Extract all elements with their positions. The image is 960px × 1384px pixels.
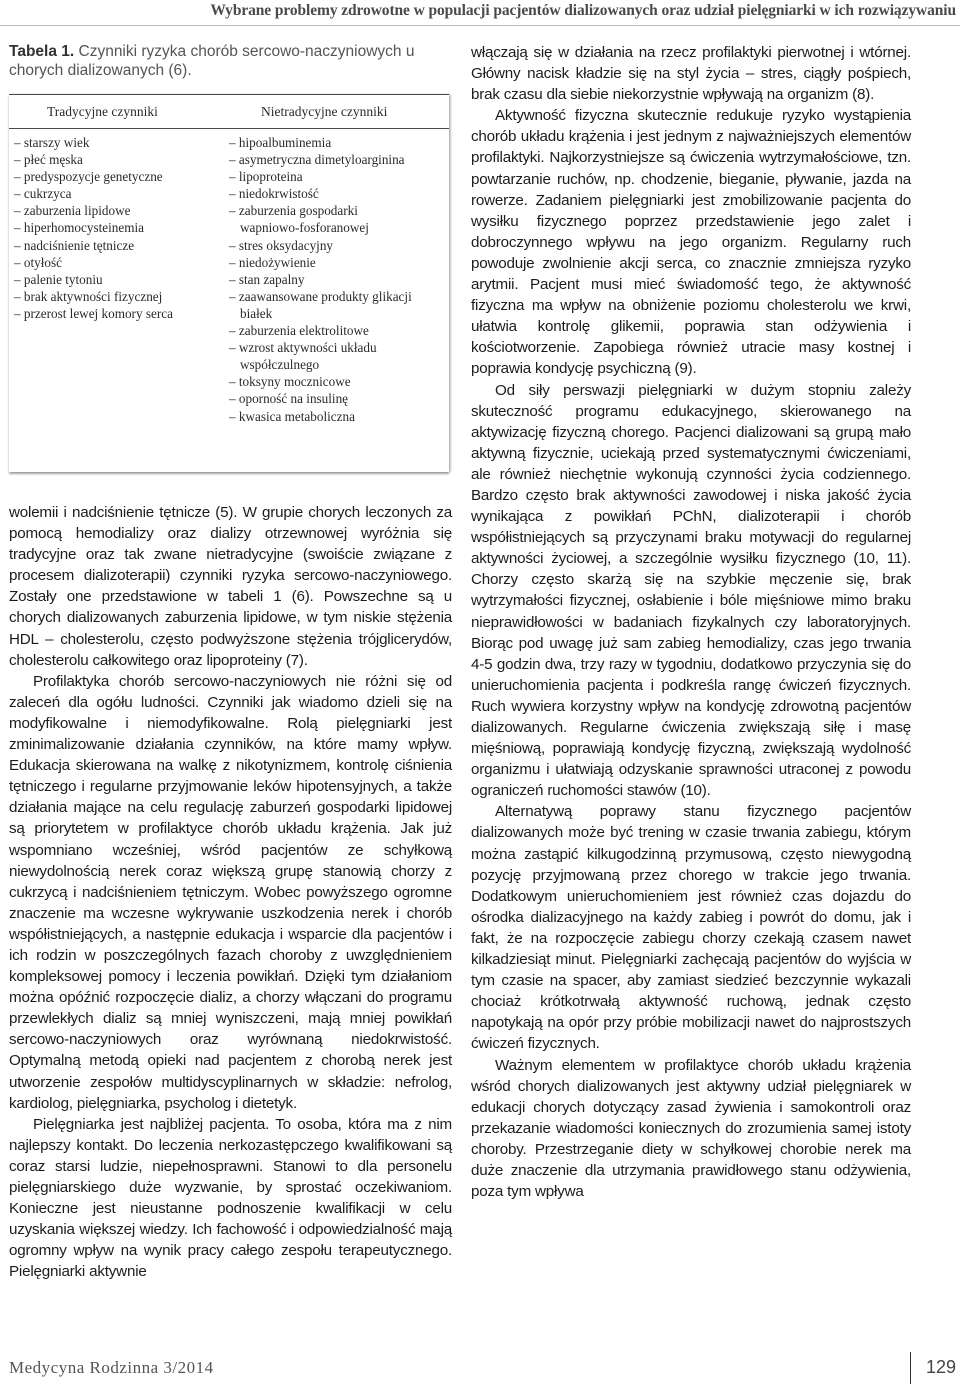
traditional-factors-list <box>9 134 223 425</box>
table-header-row <box>9 95 449 129</box>
traditional-factor: – otyłość <box>14 254 62 270</box>
table-caption-text: Czynniki ryzyka chorób sercowo-naczyniowych u chorych dializowanych (6). <box>9 43 415 79</box>
paragraph: Alternatywą poprawy stanu fizycznego pacjentów dializowanych może być trening w czasie trwania zabiegu, którym można zastąpić kilkugodzinną przymusową, często niewygodną pozycję przyjmowaną przez chorego w trakcie jego trwania. Dodatkowym unieruchomieniem jest również czas dojazdu do ośrodka dializacyjnego na każdy zabieg i powrót do domu, jak i fakt, że na rozpoczęcie zabiegu chorzy czekają czasem nawet kilkadziesiąt minut. Pielęgniarki zachęcają pacjentów do wyjścia w tym czasie na spacer, aby zamiast siedzieć bezczynnie wykazali chociaż krótkotrwałą aktywność ruchową, jednak często napotykają na opór przy próbie mobilizacji nawet do najprostszych ćwiczeń fizycznych. <box>471 803 911 1053</box>
nontraditional-factor: – asymetryczna dimetyloarginina <box>229 152 405 168</box>
traditional-factor: – palenie tytoniu <box>14 271 103 287</box>
nontraditional-factors-list <box>223 134 412 425</box>
nontraditional-factor-continuation: współczulnego <box>240 357 320 373</box>
table-caption <box>9 42 452 80</box>
footer-journal-name: Medycyna Rodzinna 3/2014 <box>9 1358 214 1377</box>
table-header-traditional: Tradycyjne czynniki <box>47 104 158 119</box>
traditional-factor: – nadciśnienie tętnicze <box>14 237 135 253</box>
paragraph: Profilaktyka chorób sercowo-naczyniowych nie różni się od zaleceń dla ogółu ludności. Czynniki jak wiadomo dzieli się na modyfikowalne i niemodyfikowalne. Rolą pielęgniarki jest zminimalizowanie działania czynników, na które mamy wpływ. Edukacja skierowana na walkę z nikotynizmem, kontrolę ciśnienia tętniczego i regularne przyjmowanie leków hipotensyjnych, a także działania mające na celu regulację zaburzeń gospodarki lipidowej są priorytetem w profilaktyce chorób układu krążenia. Jak już wspomniano wcześniej, wśród pacjentów ze schyłkową niewydolnością nerek coraz większą grupę stanowią chorzy z cukrzycą i nadciśnieniem tętniczym. Wobec powyższego ogromne znaczenie ma wczesne wykrywanie uszkodzenia nerek i chorób współistniejących, a następnie edukacja i wsparcie dla pacjentów i ich rodzin w poszczególnych fazach choroby z uwzględnieniem kompleksowej pomocy i leczenia powikłań. Dzięki tym działaniom można opóźnić rozpoczęcie dializ, a chorzy włączani do programu przewlekłych dializ są mniej wyniszczeni, mają mniej powikłań sercowo-naczyniowych oraz wyrównaną niedokrwistość. Optymalną metodą opieki nad pacjentem z chorobą nerek jest utworzenie zespołów multidyscyplinarnych w składzie: nefrolog, kardiolog, pielęgniarka, psycholog i dietetyk. <box>9 672 452 1112</box>
right-column <box>471 42 911 1202</box>
traditional-factor: – cukrzyca <box>14 186 72 202</box>
nontraditional-factor: – zaburzenia elektrolitowe <box>229 323 369 339</box>
table-header-nontraditional: Nietradycyjne czynniki <box>261 104 388 119</box>
footer-divider <box>910 1352 911 1384</box>
table-caption-label: Tabela 1. <box>9 43 75 60</box>
nontraditional-factor: – stan zapalny <box>229 271 305 287</box>
nontraditional-factor: – zaawansowane produkty glikacji <box>229 288 412 304</box>
nontraditional-factor: – wzrost aktywności układu <box>229 340 377 356</box>
running-head: Wybrane problemy zdrowotne w populacji pacjentów dializowanych oraz udział pielęgniarki w ich rozwiązywaniu <box>0 0 960 26</box>
paragraph: Ważnym elementem w profilaktyce chorób układu krążenia wśród chorych dializowanych jest aktywny udział pielęgniarek w edukacji chorych dotyczący zasad żywienia i samokontroli oraz przekazanie wiadomości koniecznych do zrozumienia samej istoty choroby. Przestrzeganie diety w schyłkowej chorobie nerek ma duże znaczenie dla utrzymania prawidłowego stanu odżywienia, poza tym wpływa <box>471 1056 911 1201</box>
traditional-factor: – predyspozycje genetyczne <box>14 169 163 185</box>
nontraditional-factor: – toksyny mocznicowe <box>229 374 351 390</box>
paragraph: Od siły perswazji pielęgniarki w dużym stopniu zależy skuteczność programu edukacyjnego, skierowanego na aktywizację fizyczną chorego. Pacjenci dializowani są grupą mało aktywną fizycznie, uciekają przed systematycznymi ćwiczeniami, ale również niechętnie wykonują czynności życia codziennego. Bardzo często brak aktywności zawodowej i niska jakość życia wynikająca z powikłań PChN, dializoterapii i chorób współistniejących są przyczynami braku motywacji do regularnej aktywności życiowej, a szczególnie wysiłku fizycznego (10, 11). Chorzy często skarżą się na szybkie męczenie się, brak wytrzymałości fizycznej, osłabienie i bóle mięśniowe mimo braku nieprawidłowości w badaniach fizykalnych czy laboratoryjnych. Biorąc pod uwagę już sam zabieg hemodializy, czas jego trwania 4-5 godzin dwa, trzy razy w tygodniu, dodatkowo przyczynia się do unieruchomienia pacjenta i podkreśla rangę ćwiczeń fizycznych. Ruch wywiera korzystny wpływ na kondycję zdrowotną pacjentów dializowanych. Regularne ćwiczenia zwiększają siłę i masę mięśniową, poprawiają kondycję fizyczną, zwiększają wydolność organizmu i ułatwiają odzyskanie sprawności utraconej z powodu ograniczeń ruchomości stawów (10). <box>471 381 911 800</box>
paragraph: Pielęgniarka jest najbliżej pacjenta. To osoba, która ma z nim najlepszy kontakt. Do leczenia nerkozastępczego kwalifikowani są coraz starsi ludzie, niepełnosprawni. Stanowi to dla personelu pielęgniarskiego duże wyzwanie, by sprostać oczekiwaniom. Konieczne jest nieustanne podnoszenie kwalifikacji w celu uzyskania większej wiedzy. Ich fachowość i odpowiedzialność mają ogromny wpływ na wynik pracy całego zespołu terapeutycznego. Pielęgniarki aktywnie <box>9 1115 452 1281</box>
nontraditional-factor: – oporność na insulinę <box>229 391 349 407</box>
risk-factor-table <box>9 94 449 472</box>
traditional-factor: – zaburzenia lipidowe <box>14 203 131 219</box>
paragraph: wolemii i nadciśnienie tętnicze (5). W grupie chorych leczonych za pomocą hemodializy oraz dializy otrzewnowej wyróżnia się tradycyjne oraz tak zwane nietradycyjne (swoiście związane z procesem dializoterapii) czynniki ryzyka sercowo-naczyniowego. Zostały one przedstawione w tabeli 1 (6). Powszechne są u chorych dializowanych zaburzenia lipidowe, w tym niskie stężenia HDL – cholesterolu, często podwyższone stężenia trójglicerydów, cholesterolu całkowitego oraz lipoproteiny (7). <box>9 504 452 669</box>
nontraditional-factor-continuation: białek <box>240 305 273 321</box>
table-body <box>9 129 449 425</box>
traditional-factor: – przerost lewej komory serca <box>14 305 173 321</box>
nontraditional-factor-continuation: wapniowo-fosforanowej <box>240 220 369 236</box>
left-column <box>9 42 452 1282</box>
traditional-factor: – płeć męska <box>14 152 83 168</box>
traditional-factor: – hiperhomocysteinemia <box>14 220 145 236</box>
nontraditional-factor: – kwasica metaboliczna <box>229 408 355 424</box>
nontraditional-factor: – hipoalbuminemia <box>229 135 332 150</box>
nontraditional-factor: – niedokrwistość <box>229 186 319 202</box>
nontraditional-factor: – stres oksydacyjny <box>229 237 334 253</box>
traditional-factor: – starszy wiek <box>14 135 90 150</box>
paragraph: włączają się w działania na rzecz profilaktyki pierwotnej i wtórnej. Główny nacisk kładzie się na styl życia – stres, ciągły pośpiech, brak czasu dla siebie niekorzystnie wpływają na organizm (8). <box>471 44 911 104</box>
paragraph: Aktywność fizyczna skutecznie redukuje ryzyko wystąpienia chorób układu krążenia i jest jednym z najważniejszych elementów profilaktyki. Najkorzystniejsze są ćwiczenia wytrzymałościowe, tzn. powtarzanie ruchów, np. chodzenie, bieganie, pływanie, jazda na rowerze. Zadaniem pielęgniarki jest zmobilizowanie pacjenta do wysiłku fizycznego poprzez przedstawienie jego zalet i dobroczynnego wpływu na jego organizm. Regularny ruch powoduje zwolnienie akcji serca, co znacznie zmniejsza ryzyko arytmii. Pacjent musi mieć świadomość tego, że aktywność fizyczna ma wpływ na obniżenie poziomu cholesterolu we krwi, ułatwia kontrolę glikemii, poprawia stan odżywienia i kościotworzenie. Zapobiega również utracie masy kostnej i poprawia kondycję psychiczną (9). <box>471 107 911 378</box>
page-number: 129 <box>926 1357 957 1377</box>
nontraditional-factor: – lipoproteina <box>229 169 303 185</box>
nontraditional-factor: – niedożywienie <box>229 254 316 270</box>
nontraditional-factor: – zaburzenia gospodarki <box>229 203 358 219</box>
traditional-factor: – brak aktywności fizycznej <box>14 288 163 304</box>
left-body-text <box>9 502 452 1282</box>
